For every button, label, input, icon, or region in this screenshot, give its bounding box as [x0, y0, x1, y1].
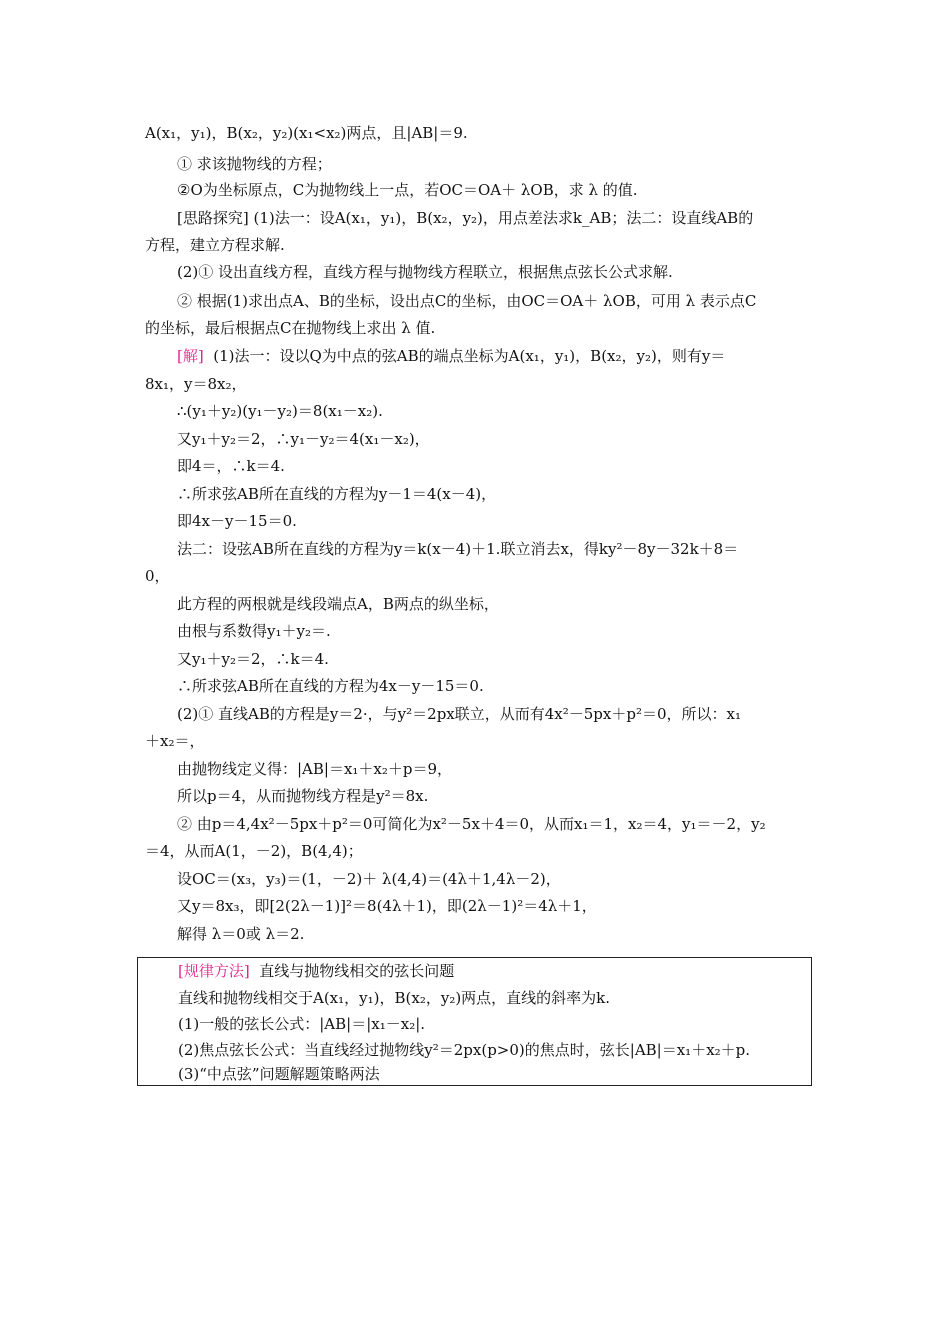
solution-line [177, 346, 815, 368]
problem-part-2: ②O为坐标原点，C为抛物线上一点，若OC＝OA＋ λOB，求 λ 的值. [177, 181, 638, 199]
solution-line: ＝4，从而A(1，－2)，B(4,4)； [145, 842, 363, 860]
solution-line: ∴所求弦AB所在直线的方程为4x－y－15＝0. [177, 677, 484, 695]
solution-line: 0， [145, 567, 170, 585]
solution-line: 又y₁＋y₂＝2，∴k＝4. [177, 650, 329, 668]
solution-tag: [解] [177, 347, 204, 365]
method-line: (2)焦点弦长公式：当直线经过抛物线y²＝2px(p>0)的焦点时，弦长|AB|＝x₁＋x₂＋p. [178, 1041, 751, 1059]
method-title: 直线与抛物线相交的弦长问题 [259, 962, 455, 980]
solution-line: ∴(y₁＋y₂)(y₁－y₂)＝8(x₁－x₂). [177, 402, 383, 420]
solution-line: 即4＝，∴k＝4. [177, 457, 285, 475]
solution-text: (1)法一：设以Q为中点的弦AB的端点坐标为A(x₁，y₁)，B(x₂，y₂)，则有y＝ [213, 347, 726, 365]
method-line: 直线和抛物线相交于A(x₁，y₁)，B(x₂，y₂)两点，直线的斜率为k. [178, 989, 611, 1007]
problem-part-1: ① 求该抛物线的方程； [177, 155, 332, 173]
method-line: (1)一般的弦长公式：|AB|＝|x₁－x₂|. [178, 1015, 426, 1033]
solution-line: 法二：设弦AB所在直线的方程为y＝k(x－4)＋1.联立消去x，得ky²－8y－32k＋8＝ [177, 540, 739, 558]
solution-line: ＋x₂＝， [145, 732, 205, 750]
analysis-line: 方程，建立方程求解. [145, 236, 285, 254]
solution-line: ∴所求弦AB所在直线的方程为y－1＝4(x－4)， [177, 485, 497, 503]
method-box [137, 957, 812, 1086]
solution-line: 所以p＝4，从而抛物线方程是y²＝8x. [177, 787, 429, 805]
solution-line: 由根与系数得y₁＋y₂＝. [177, 622, 331, 640]
solution-line: 8x₁，y＝8x₂， [145, 375, 247, 393]
solution-line: ② 由p＝4,4x²－5px＋p²＝0可简化为x²－5x＋4＝0，从而x₁＝1，x₂＝4，y₁＝－2，y₂ [177, 815, 766, 833]
analysis-line: 的坐标，最后根据点C在抛物线上求出 λ 值. [145, 319, 436, 337]
problem-line: A(x₁，y₁)，B(x₂，y₂)(x₁<x₂)两点，且|AB|＝9. [145, 124, 468, 142]
method-tag: [规律方法] [178, 962, 250, 980]
solution-line: 由抛物线定义得：|AB|＝x₁＋x₂＋p＝9， [177, 760, 453, 778]
analysis-line: ② 根据(1)求出点A、B的坐标，设出点C的坐标，由OC＝OA＋ λOB，可用 λ 表示点C [177, 292, 757, 310]
solution-line: 设OC＝(x₃，y₃)＝(1，－2)＋ λ(4,4)＝(4λ＋1,4λ－2)， [177, 870, 561, 888]
solution-line: 又y＝8x₃，即[2(2λ－1)]²＝8(4λ＋1)，即(2λ－1)²＝4λ＋1， [177, 897, 597, 915]
analysis-line: (2)① 设出直线方程，直线方程与抛物线方程联立，根据焦点弦长公式求解. [177, 263, 673, 281]
solution-line: 又y₁＋y₂＝2，∴y₁－y₂＝4(x₁－x₂)， [177, 430, 430, 448]
solution-line: 此方程的两根就是线段端点A，B两点的纵坐标， [177, 595, 499, 613]
solution-line: (2)① 直线AB的方程是y＝2·，与y²＝2px联立，从而有4x²－5px＋p²＝0，所以：x₁ [177, 705, 742, 723]
method-box-heading [178, 961, 808, 983]
analysis-line: [思路探究] (1)法一：设A(x₁，y₁)，B(x₂，y₂)，用点差法求k_AB；法二：设直线AB的 [177, 209, 754, 227]
method-line: (3)“中点弦”问题解题策略两法 [178, 1065, 380, 1083]
solution-line: 即4x－y－15＝0. [177, 512, 297, 530]
solution-line: 解得 λ＝0或 λ＝2. [177, 925, 305, 943]
